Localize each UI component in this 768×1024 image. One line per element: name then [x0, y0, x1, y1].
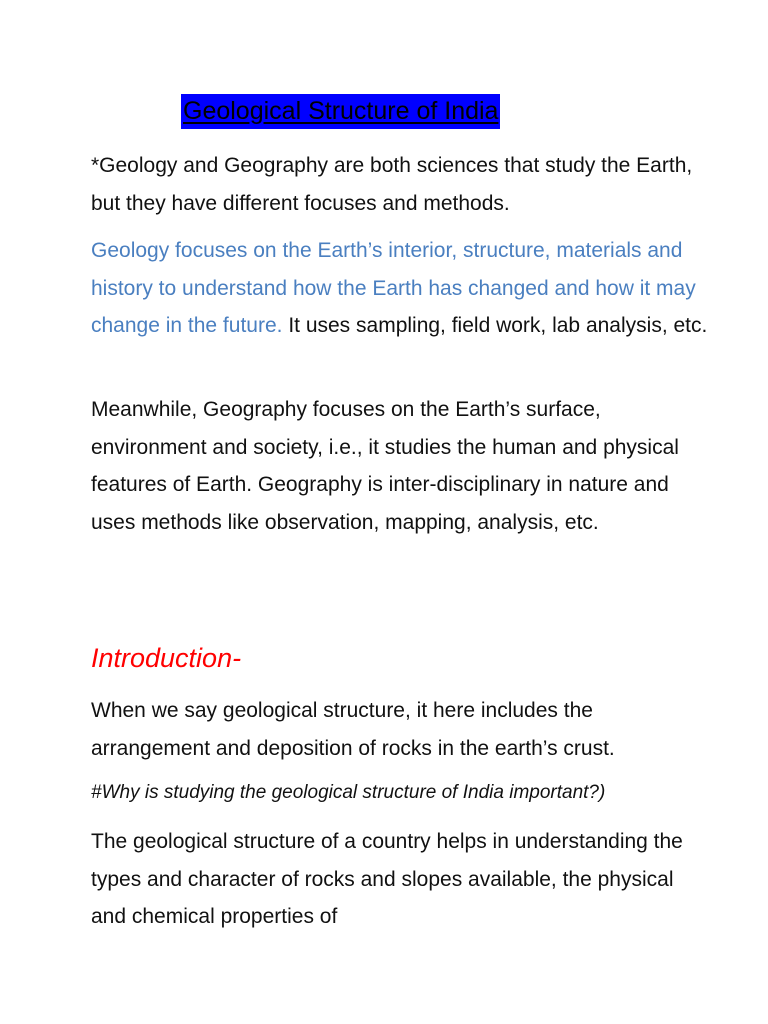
geography-paragraph: Meanwhile, Geography focuses on the Earth’s surface, environment and society, i.e., it studies the human and physical features of Earth. Geography is inter-disciplinary in nature and uses methods like observation, mapping, analysis, etc. — [91, 398, 679, 534]
introduction-heading: Introduction- — [91, 643, 242, 673]
geology-paragraph — [91, 232, 711, 345]
geology-focus-highlight: Geology focuses on the Earth’s interior, structure, materials and history to understand how the Earth has changed and how it may change in the future. — [91, 239, 696, 337]
definition-paragraph: When we say geological structure, it here includes the arrangement and deposition of rocks in the earth’s crust. — [91, 699, 615, 760]
question-line: #Why is studying the geological structure of India important?) — [91, 782, 606, 803]
geology-methods-text: It uses sampling, field work, lab analysis, etc. — [282, 314, 708, 337]
intro-note-paragraph: *Geology and Geography are both sciences that study the Earth, but they have different focuses and methods. — [91, 154, 693, 215]
answer-paragraph: The geological structure of a country helps in understanding the types and character of rocks and slopes available, the physical and chemical properties of — [91, 830, 683, 928]
page-title: Geological Structure of India — [181, 94, 500, 129]
